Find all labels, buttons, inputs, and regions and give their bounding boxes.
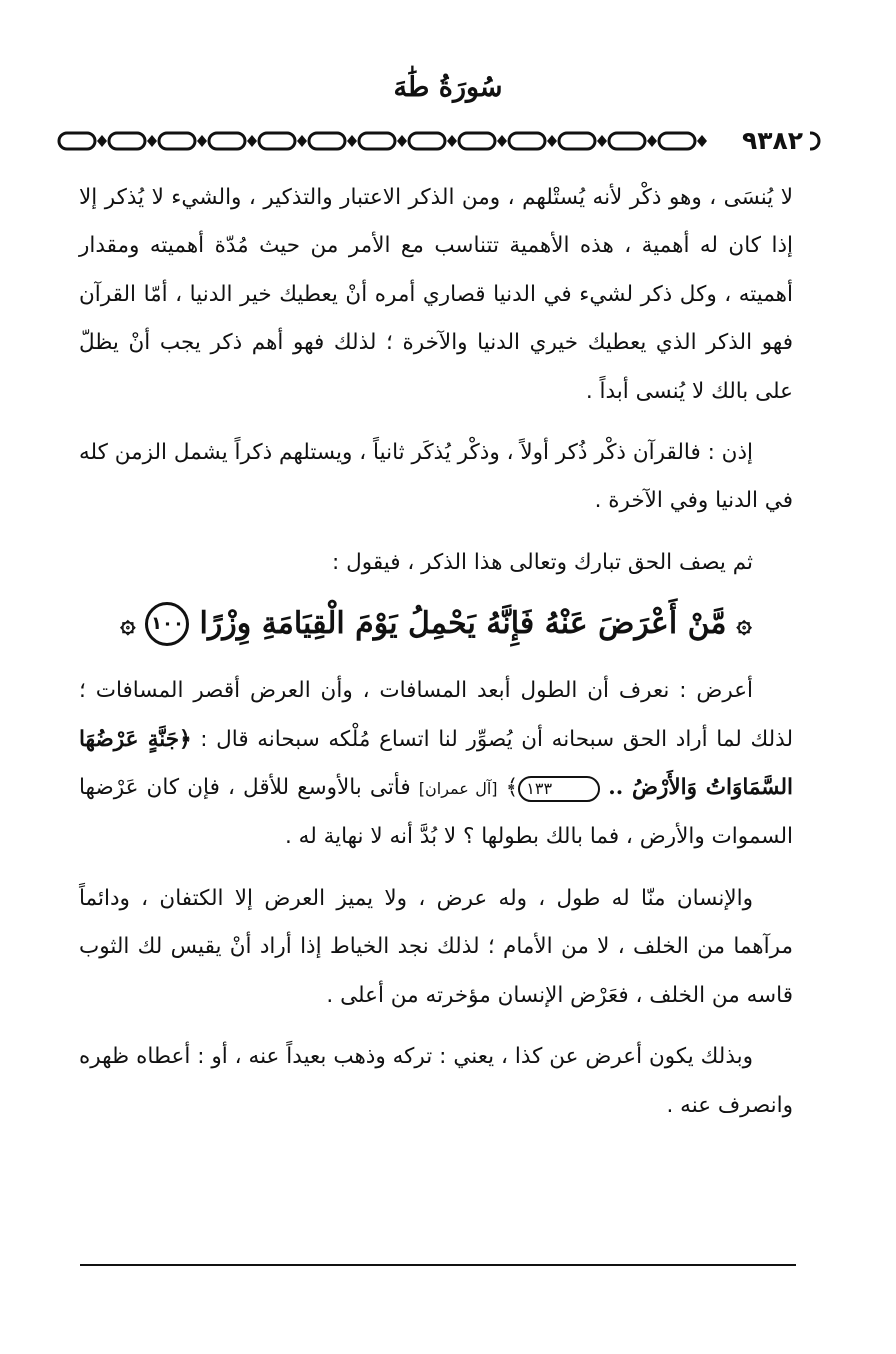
footer-divider — [80, 1264, 796, 1266]
paragraph-5: والإنسان منّا له طول ، وله عرض ، ولا يميز العرض إلا الكتفان ، ودائماً مرآهما من الخلف ، لا من الأمام ؛ لذلك نجد الخياط إذا أراد أنْ يقيس لك الثوب قاسه من الخلف ، فعَرْض الإنسان مؤخرته من أعلى . — [79, 885, 793, 1008]
chain-ornament — [57, 124, 822, 158]
verse-ornament-left: ۞ — [120, 609, 136, 640]
commentary-body — [79, 174, 793, 1130]
quran-verse-block — [79, 593, 793, 655]
paragraph-4-rest: فأتى بالأوسع للأقل ، فإن كان عَرْضها السموات والأرض ، فما بالك بطولها ؟ لا بُدَّ أنه لا نهاية له . — [79, 775, 793, 850]
paragraph-2: إذن : فالقرآن ذكْر ذُكر أولاً ، وذكْر يُذكَر ثانياً ، ويستلهم ذكراً يشمل الزمن كله في الدنيا وفي الآخرة . — [79, 440, 793, 514]
paragraph-6: وبذلك يكون أعرض عن كذا ، يعني : تركه وذهب بعيداً عنه ، أو : أعطاه ظهره وانصرف عنه . — [79, 1044, 793, 1118]
verse-ornament-right: ۞ — [736, 609, 752, 640]
inline-ayah-number: ١٣٣ — [518, 776, 600, 802]
surah-reference: [آل عمران] — [418, 779, 498, 799]
decorative-header-band — [57, 124, 822, 158]
ayah-number-badge: ١٠٠ — [145, 602, 189, 646]
paragraph-4-text: أعرض : نعرف أن الطول أبعد المسافات ، وأن العرض أقصر المسافات ؛ لذلك لما أراد الحق سبحانه أن يُصوِّر لنا اتساع مُلْكه سبحانه قال : — [79, 678, 793, 752]
paragraph-3: ثم يصف الحق تبارك وتعالى هذا الذكر ، فيقول : — [332, 549, 753, 575]
inline-verse: ﴿جَنَّةٍ عَرْضُهَا السَّمَاوَاتُ وَالأَرْضُ .. — [79, 726, 794, 801]
paragraph-4: أعرض : نعرف أن الطول أبعد المسافات ، وأن العرض أقصر المسافات ؛ لذلك لما أراد الحق سبحانه أن يُصوِّر لنا اتساع مُلْكه سبحانه قال : ﴿جَنَّةٍ عَرْضُهَا السَّمَاوَاتُ وَالأَرْضُ .. ١٣٣﴾ [آل عمران] فأتى بالأوسع للأقل ، فإن كان عَرْضها السموات والأرض ، فما بالك بطولها ؟ لا بُدَّ أنه لا نهاية له . — [79, 678, 794, 850]
paragraph-1: لا يُنسَى ، وهو ذكْر لأنه يُستْلهم ، ومن الذكر الاعتبار والتذكير ، والشيء لا يُذكر إلا إذا كان له أهمية ، هذه الأهمية تتناسب مع الأمر من حيث مُدّة أهميته ومقدار أهميته ، وكل ذكر لشيء في الدنيا قصاري أمره أنْ يعطيك خير الدنيا ، أمّا القرآن فهو الذكر الذي يعطيك خيري الدنيا والآخرة ؛ لذلك فهو أهم ذكر يجب أنْ يظلّ على بالك لا يُنسى أبداً . — [79, 185, 793, 404]
page-number: ٩٣٨٢ — [735, 124, 810, 158]
surah-title: سُورَةُ طَٰهَ — [393, 72, 503, 103]
verse-text: مَّنْ أَعْرَضَ عَنْهُ فَإِنَّهُ يَحْمِلُ يَوْمَ الْقِيَامَةِ وِزْرًا — [199, 606, 727, 642]
